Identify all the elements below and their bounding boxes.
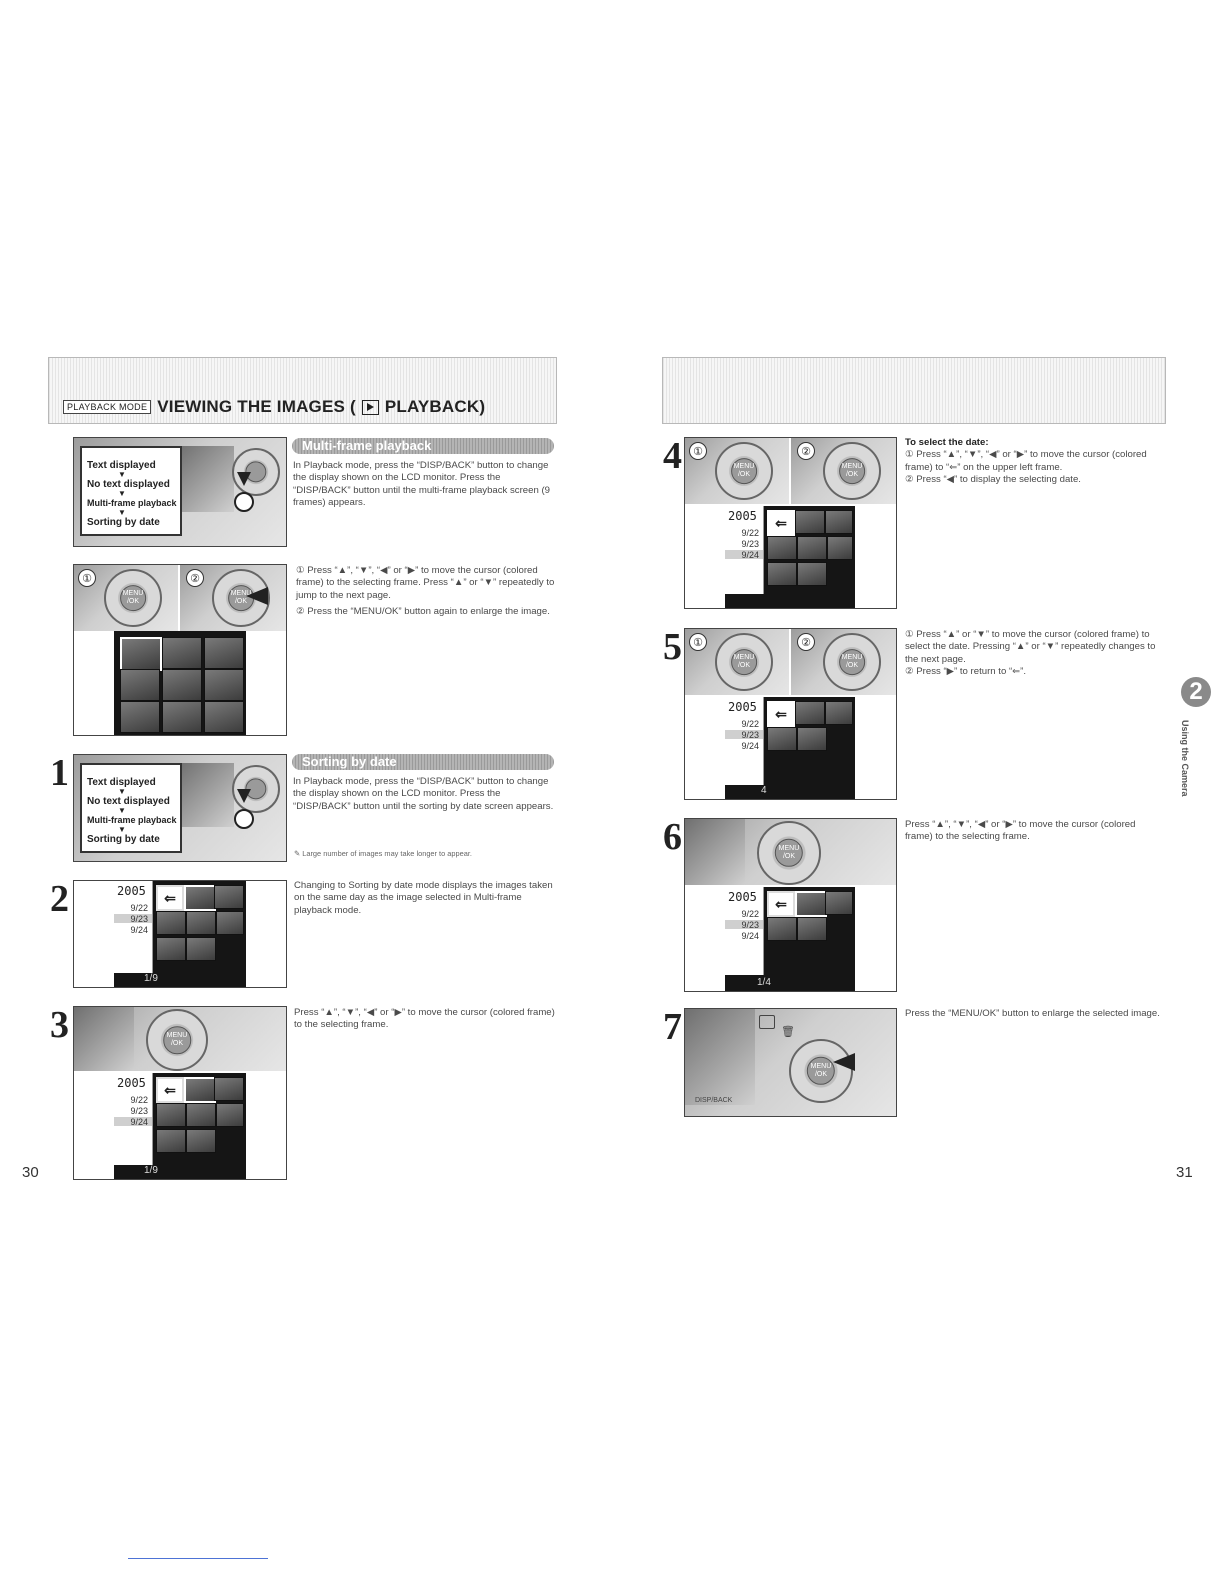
step7-illustration [684, 1008, 897, 1117]
thumbnail [825, 510, 853, 534]
step-circle-2: ② [797, 442, 815, 460]
thumbnail [795, 701, 825, 725]
sorting-menu-illustration [73, 754, 287, 862]
menu-ok-dial: MENU /OK [789, 1039, 853, 1103]
down-arrow-icon: ▼ [118, 825, 126, 834]
section-title [63, 397, 485, 417]
thumbnail [120, 637, 162, 671]
thumbnail [162, 637, 202, 669]
date-sort-screen [725, 887, 855, 991]
menu-item-text-displayed: Text displayed [87, 460, 156, 471]
frame-counter: 1/9 [144, 1165, 158, 1176]
lcd-panel [178, 763, 234, 827]
thumbnail [767, 727, 797, 751]
thumbnail [156, 937, 186, 961]
control-dial: MENU /OK [823, 442, 881, 500]
page-number-left: 30 [22, 1164, 39, 1181]
thumbnail [797, 536, 827, 560]
chapter-number-badge: 2 [1181, 677, 1211, 707]
thumbnail [120, 701, 160, 733]
thumbnail [795, 510, 825, 534]
thumbnail [204, 637, 244, 669]
down-arrow-icon: ▼ [118, 508, 126, 517]
sorting-note: ✎ Large number of images may take longer to appear. [294, 849, 472, 858]
date-sort-screen [114, 1073, 246, 1179]
step4-title: To select the date: [905, 437, 989, 448]
back-arrow-icon: ⇐ [156, 885, 184, 911]
thumbnail [162, 701, 202, 733]
press-arrow-icon [237, 789, 251, 803]
thumbnail [156, 1103, 186, 1127]
playback-mode-badge: PLAYBACK MODE [63, 400, 151, 414]
camera-menu-illustration [73, 437, 287, 547]
thumbnail [214, 1077, 244, 1101]
thumbnail [825, 701, 853, 725]
thumbnail [184, 1077, 216, 1103]
step4-a: ① Press “▲”, “▼”, “◀” or “▶” to move the cursor (colored frame) to “⇐” on the upper left frame. [905, 449, 1147, 473]
date-sort-screen [725, 506, 855, 608]
thumbnail [162, 669, 202, 701]
back-arrow-icon: ⇐ [767, 510, 795, 536]
playback-icon [362, 400, 379, 415]
thumbnail [214, 885, 244, 909]
frame-counter: 1/4 [757, 977, 771, 988]
step-circle-2: ② [186, 569, 204, 587]
step-circle-2: ② [797, 633, 815, 651]
thumbnail [797, 917, 827, 941]
menu-ok-dial: MENU /OK [212, 569, 270, 627]
page-number-right: 31 [1176, 1164, 1193, 1181]
thumbnail [186, 911, 216, 935]
thumbnail [797, 727, 827, 751]
thumbnail [827, 536, 853, 560]
step7-text: Press the “MENU/OK” button to enlarge the selected image. [905, 1008, 1160, 1019]
step2-text: Changing to Sorting by date mode displays the images taken on the same day as the image selected in Multi-frame playback mode. [294, 880, 553, 916]
menu-item-multi-frame: Multi-frame playback [87, 498, 177, 508]
control-dial: MENU /OK [823, 633, 881, 691]
note-icon: ✎ [294, 849, 303, 858]
back-arrow-icon: ⇐ [767, 701, 795, 727]
step5-b: ② Press “▶” to return to “⇐”. [905, 666, 1027, 678]
down-arrow-icon: ▼ [118, 787, 126, 796]
date-column: 2005 9/22 9/23 9/24 [725, 887, 764, 975]
step5-text [905, 629, 1165, 679]
down-arrow-icon: ▼ [118, 806, 126, 815]
control-dial: MENU /OK [715, 442, 773, 500]
disp-back-button-icon [234, 809, 254, 829]
frame-counter: 1/9 [144, 973, 158, 984]
step-number-6: 6 [663, 816, 682, 858]
step6-text: Press “▲”, “▼”, “◀” or “▶” to move the cursor (colored frame) to the selecting frame. [905, 819, 1136, 843]
date-column: 2005 9/22 9/23 9/24 [114, 881, 153, 973]
menu-item-sorting: Sorting by date [87, 517, 160, 528]
title-text-start: VIEWING THE IMAGES ( [157, 397, 356, 416]
thumbnail [204, 669, 244, 701]
menu-item-no-text: No text displayed [87, 796, 170, 807]
step-circle-1: ① [689, 442, 707, 460]
date-column: 2005 9/22 9/23 9/24 [725, 506, 764, 594]
date-screen-illustration [73, 880, 287, 988]
control-dial: MENU /OK [146, 1009, 208, 1071]
thumbnail [186, 937, 216, 961]
press-arrow-icon [237, 472, 251, 486]
down-arrow-icon: ▼ [118, 489, 126, 498]
title-text-end: PLAYBACK) [384, 397, 486, 416]
step5-a: ① Press “▲” or “▼” to move the cursor (colored frame) to select the date. Pressing “▲” or “▼” repeatedly changes to the next page. [905, 629, 1156, 665]
back-arrow-icon: ⇐ [767, 891, 795, 917]
date-sort-screen [725, 697, 855, 799]
step-circle-1: ① [78, 569, 96, 587]
date-sort-screen [114, 881, 246, 987]
playback-button-icon [759, 1015, 775, 1029]
thumbnail [216, 1103, 244, 1127]
nine-frame-screen [114, 631, 246, 735]
disp-back-label: DISP/BACK [695, 1097, 733, 1104]
step3-text: Press “▲”, “▼”, “◀” or “▶” to move the cursor (colored frame) to the selecting frame. [294, 1007, 555, 1031]
thumbnail [186, 1103, 216, 1127]
menu-item-multi-frame: Multi-frame playback [87, 815, 177, 825]
thumbnail [797, 562, 827, 586]
control-dial: MENU /OK [715, 633, 773, 691]
bottom-link-underline [128, 1558, 268, 1559]
step-number-3: 3 [50, 1004, 69, 1046]
multi-frame-step2: ② Press the “MENU/OK” button again to enlarge the image. [296, 606, 550, 617]
date-column: 2005 9/22 9/23 9/24 [114, 1073, 153, 1165]
step-number-1: 1 [50, 752, 69, 794]
thumbnail [216, 911, 244, 935]
thumbnail [186, 1129, 216, 1153]
menu-item-sorting: Sorting by date [87, 834, 160, 845]
thumbnail [795, 891, 827, 917]
thumbnail [204, 701, 244, 733]
date-column: 2005 9/22 9/23 9/24 [725, 697, 764, 785]
multi-frame-heading: Multi-frame playback [292, 438, 554, 454]
step4-text [905, 437, 1165, 487]
multi-frame-intro: In Playback mode, press the “DISP/BACK” button to change the display shown on the LCD monitor. Press the “DISP/BACK” button until the multi-frame playback screen (9 frames) appears. [293, 460, 551, 509]
thumbnail [120, 669, 160, 701]
back-arrow-icon: ⇐ [156, 1077, 184, 1103]
menu-item-no-text: No text displayed [87, 479, 170, 490]
trash-icon: 🗑 [781, 1026, 795, 1038]
press-arrow-icon [833, 1053, 855, 1071]
step6-illustration [684, 818, 897, 992]
sorting-intro: In Playback mode, press the “DISP/BACK” button to change the display shown on the LCD monitor. Press the “DISP/BACK” button until the sorting by date screen appears. [293, 776, 554, 812]
step5-illustration [684, 628, 897, 800]
step-number-7: 7 [663, 1006, 682, 1048]
thumbnail [767, 917, 797, 941]
step-number-5: 5 [663, 626, 682, 668]
section-header-bar [48, 357, 557, 424]
control-dial: MENU /OK [757, 821, 821, 885]
display-mode-list [80, 446, 182, 536]
thumbnail [184, 885, 216, 911]
multi-frame-illustration [73, 564, 287, 736]
thumbnail [767, 536, 797, 560]
control-dial: MENU /OK [104, 569, 162, 627]
down-arrow-icon: ▼ [118, 470, 126, 479]
step4-illustration [684, 437, 897, 609]
frame-counter: 4 [761, 785, 767, 796]
sorting-heading: Sorting by date [292, 754, 554, 770]
thumbnail [767, 562, 797, 586]
section-header-bar-right [662, 357, 1166, 424]
step-number-2: 2 [50, 878, 69, 920]
step3-illustration [73, 1006, 287, 1180]
thumbnail [156, 911, 186, 935]
multi-frame-step1: ① Press “▲”, “▼”, “◀” or “▶” to move the cursor (colored frame) to the selecting frame. Press “▲” or “▼” repeatedly to jump to the next page. [296, 565, 555, 601]
step4-b: ② Press “◀” to display the selecting date. [905, 474, 1081, 486]
display-mode-list [80, 763, 182, 853]
thumbnail [825, 891, 853, 915]
step-number-4: 4 [663, 435, 682, 477]
disp-back-button-icon [234, 492, 254, 512]
thumbnail [156, 1129, 186, 1153]
press-arrow-icon [246, 587, 268, 605]
step-circle-1: ① [689, 633, 707, 651]
menu-item-text-displayed: Text displayed [87, 777, 156, 788]
lcd-panel [178, 446, 234, 512]
chapter-label: Using the Camera [1180, 720, 1190, 797]
